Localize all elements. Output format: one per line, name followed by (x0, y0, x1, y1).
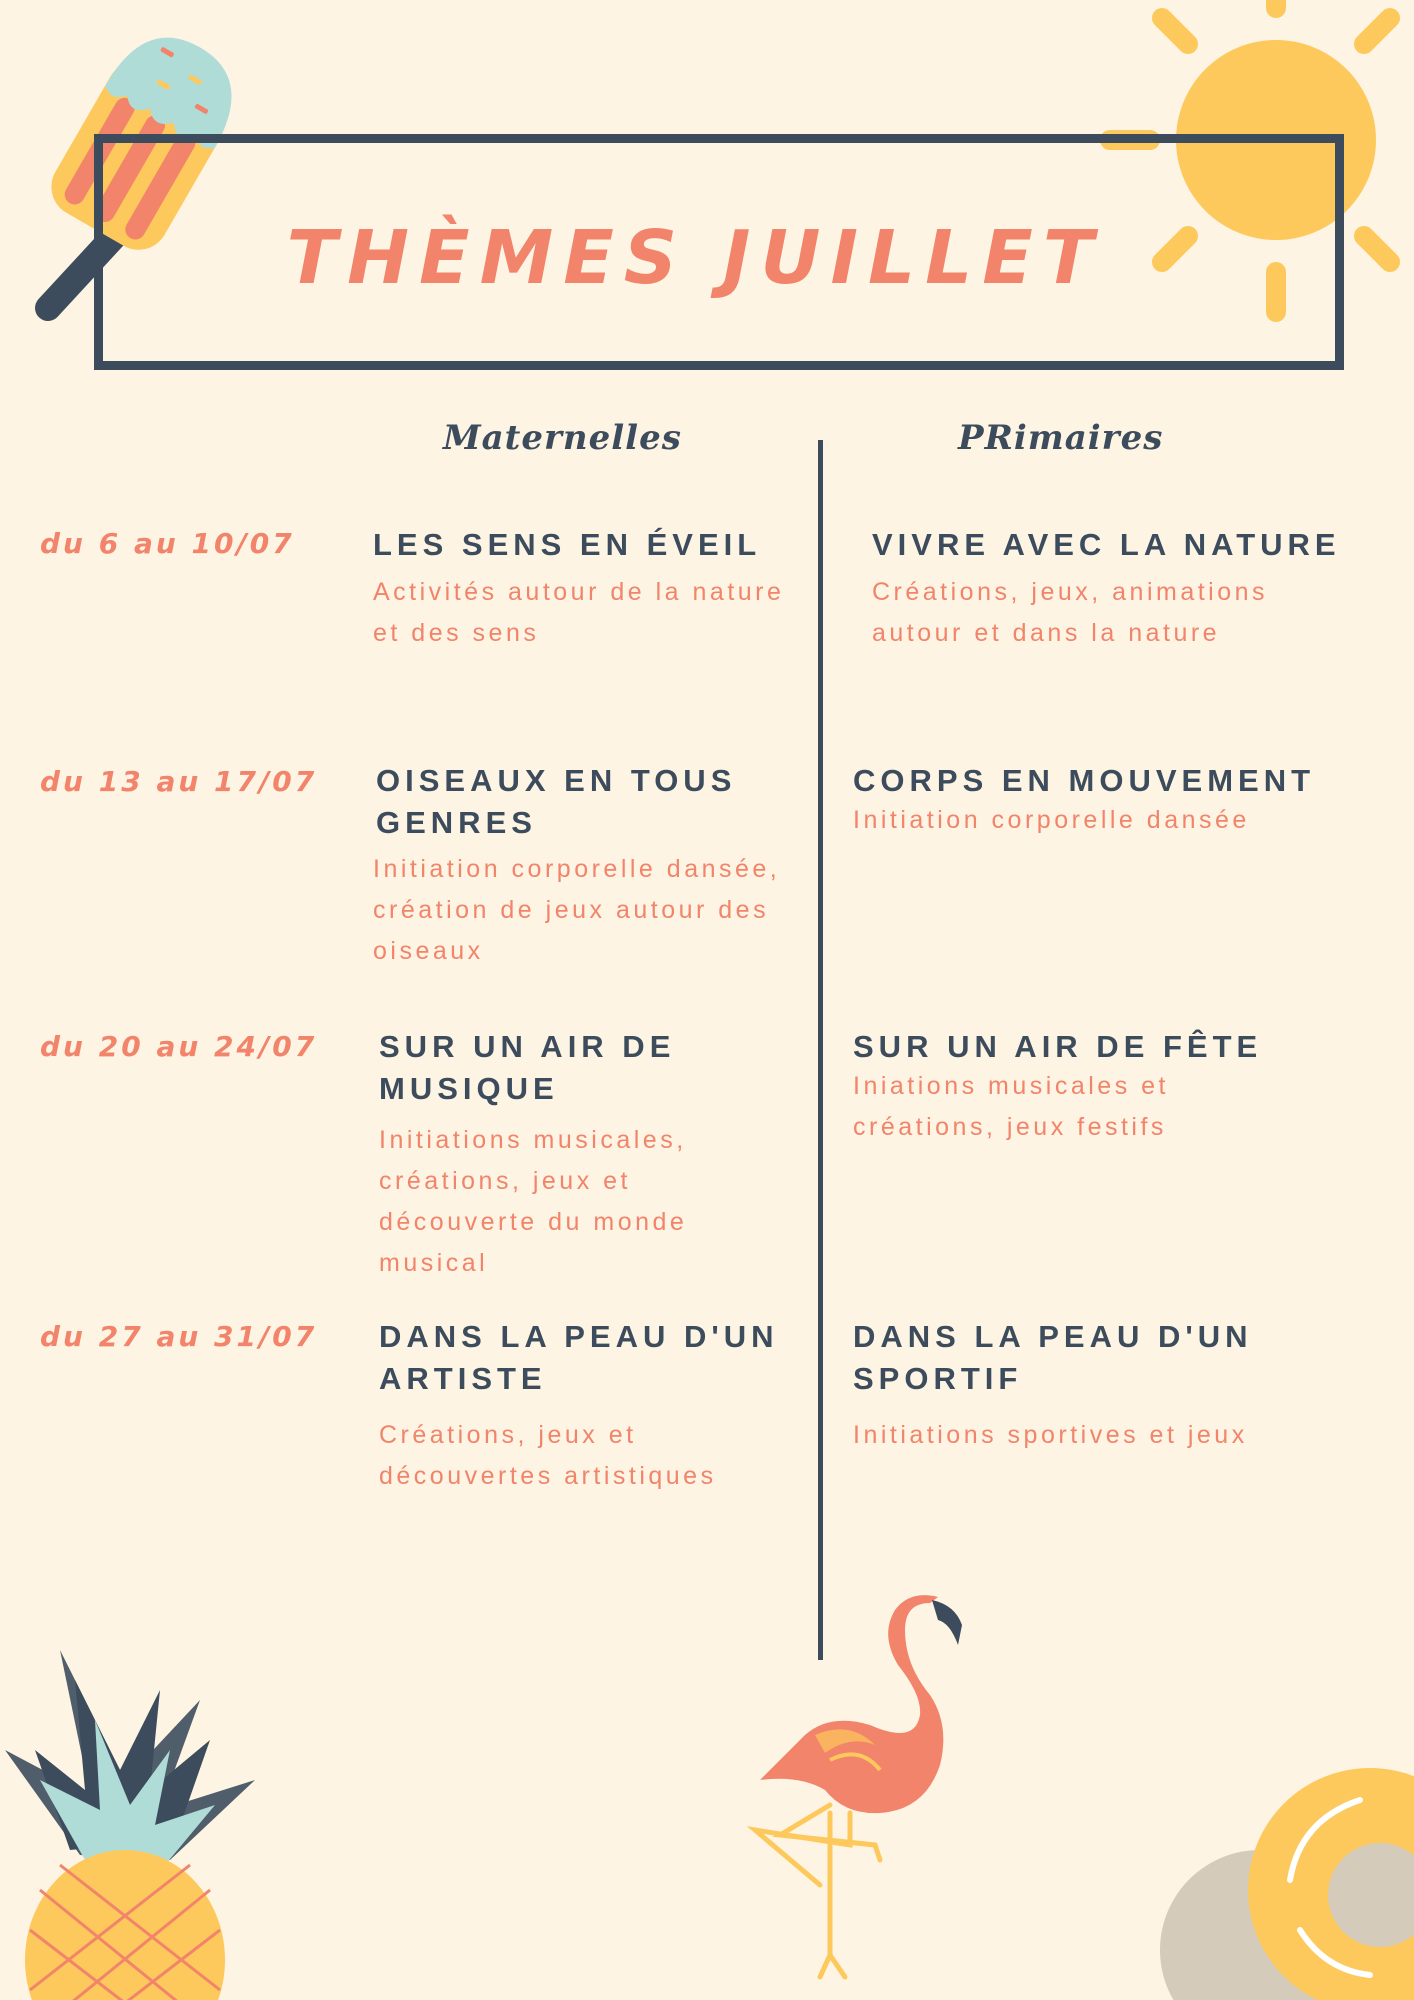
primaires-theme-description: Initiations sportives et jeux (853, 1421, 1248, 1449)
week-date: du 13 au 17/07 (40, 765, 318, 798)
week-date: du 27 au 31/07 (40, 1320, 318, 1353)
primaires-theme-description: Créations, jeux, animations autour et dans la nature (872, 578, 1269, 647)
swim-ring-icon (1130, 1730, 1414, 2000)
maternelles-theme-title: SUR UN AIR DE MUSIQUE (379, 1029, 676, 1106)
pineapple-icon (0, 1620, 280, 2000)
primaires-theme-title: VIVRE AVEC LA NATURE (872, 527, 1341, 562)
column-header-primaires: PRimaires (958, 418, 1164, 458)
maternelles-theme-description: Initiations musicales, créations, jeux et découverte du monde musical (379, 1126, 688, 1277)
week-date: du 6 au 10/07 (40, 527, 295, 560)
maternelles-theme-title: DANS LA PEAU D'UN ARTISTE (379, 1319, 779, 1396)
column-header-maternelles: Maternelles (443, 418, 682, 458)
page-title: THÈMES JUILLET (286, 215, 1104, 301)
maternelles-theme-description: Initiation corporelle dansée, création de jeux autour des oiseaux (373, 855, 781, 965)
maternelles-theme-title: OISEAUX EN TOUS GENRES (376, 763, 737, 840)
maternelles-theme-description: Activités autour de la nature et des sens (373, 578, 785, 647)
column-divider (818, 440, 823, 1660)
primaires-theme-title: SUR UN AIR DE FÊTE (853, 1029, 1263, 1064)
week-date: du 20 au 24/07 (40, 1030, 318, 1063)
primaires-theme-description: Iniations musicales et créations, jeux festifs (853, 1072, 1170, 1141)
primaires-theme-title: CORPS EN MOUVEMENT (853, 763, 1316, 798)
primaires-theme-title: DANS LA PEAU D'UN SPORTIF (853, 1319, 1253, 1396)
primaires-theme-description: Initiation corporelle dansée (853, 806, 1250, 834)
maternelles-theme-title: LES SENS EN ÉVEIL (373, 527, 762, 562)
maternelles-theme-description: Créations, jeux et découvertes artistiques (379, 1421, 717, 1490)
flamingo-icon (700, 1585, 990, 1990)
